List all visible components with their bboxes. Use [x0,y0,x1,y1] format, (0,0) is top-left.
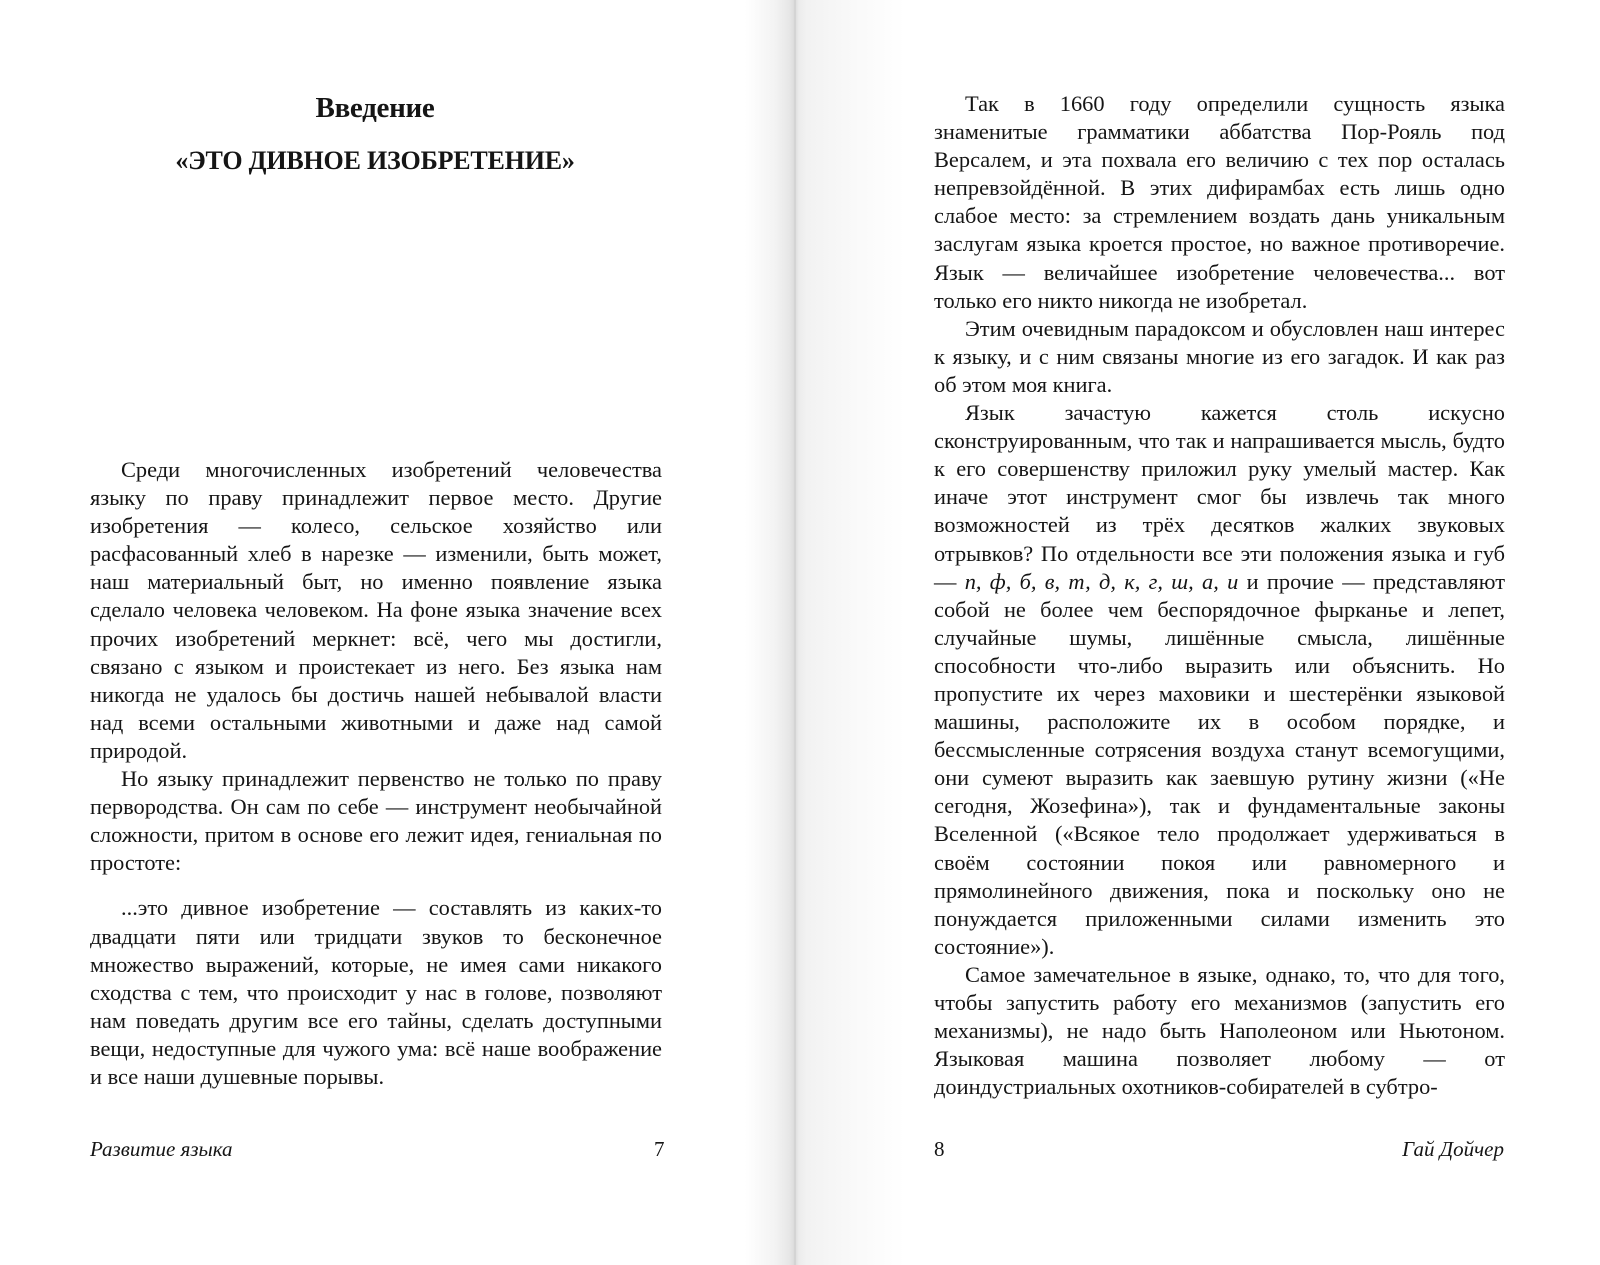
block-quote: ...это дивное изобретение — составлять из каких-то двадцати пяти или тридцати звуков то бесконечное множество выражений, которые, не имея сами никакого сходства с тем, что происходит у нас в голове, позволяют нам поведать другим все его тайны, сделать доступными вещи, недоступные для чужого ума: всё наше воображение и все наши душевные порывы. [90,895,662,1089]
paragraph-text: и прочие — представляют собой не более чем беспорядочное фырканье и лепет, случайные шумы, лишённые смысла, лишённые способности что-либо выразить или объяснить. Но пропустите их через маховики и шестерёнки языковой машины, расположите их в особом порядке, и бессмысленные сотрясения воздуха станут всемогущими, они сумеют выразить как заевшую рутину жизни («Не сегодня, Жозефина»), так и фундаментальные законы Вселенной («Всякое тело продолжает удерживаться в своём состоянии покоя или равномерного и прямолинейного движения, пока и поскольку оно не понуждается приложенными силами изменить это состояние»). [934,568,1505,959]
paragraph: Этим очевидным парадоксом и обусловлен наш интерес к языку, и с ним связаны многие из его загадок. И как раз об этом моя книга. [934,315,1505,397]
running-footer-author: Гай Дойчер [1402,1137,1504,1161]
paragraph: Но языку принадлежит первенство не только по праву первородства. Он сам по себе — инструмент необычайной сложности, притом в основе его лежит идея, гениальная по простоте: [90,766,662,876]
chapter-subheading: «ЭТО ДИВНОЕ ИЗОБРЕТЕНИЕ» [175,146,575,175]
paragraph: Самое замечательное в языке, однако, то, что для того, чтобы запустить работу его механизмов (запустить его механизмы), не надо быть Наполеоном или Ньютоном. Языковая машина позволяет любому — от доиндустриальных охотников-собирателей в субтро- [934,961,1505,1100]
page-number: 7 [654,1137,665,1161]
paragraph: Среди многочисленных изобретений человечества языку по праву принадлежит первое место. Другие изобретения — колесо, сельское хозяйство или расфасованный хлеб в нарезке — изменили, быть может, наш материальный быт, но именно появление языка сделало человека человеком. На фоне языка значение всех прочих изобретений меркнет: всё, чего мы достигли, связано с языком и проистекает из него. Без языка нам никогда не удалось бы достичь нашей небывалой власти над всеми остальными животными и даже над самой природой. [90,457,662,763]
paragraph: Так в 1660 году определили сущность языка знаменитые грамматики аббатства Пор-Рояль под Версалем, и эта похвала его величию с тех пор осталась непревзойдённой. В этих дифирамбах есть лишь одно слабое место: за стремлением воздать дань уникальным заслугам языка кроется простое, но важное противоречие. Язык — величайшее изобретение человечества... вот только его никто никогда не изобретал. [934,91,1505,313]
right-page-body [934,90,1505,1101]
chapter-heading: Введение [315,92,435,124]
left-page [0,0,795,1265]
page-number: 8 [934,1137,945,1161]
paragraph-text: Язык зачастую кажется столь искусно сконструированным, что так и напрашивается мысль, будто к его совершенству приложил руку умелый мастер. Как иначе этот инструмент смог бы извлечь так много возможностей из трёх десятков жалких звуковых отрывков? По отдельности все эти положения языка и губ — [934,400,1505,594]
paragraph [934,399,1505,961]
book-gutter [794,0,796,1265]
left-page-body [90,456,662,1091]
running-footer-title: Развитие языка [90,1137,233,1161]
italic-sound-list: п, ф, б, в, т, д, к, г, ш, а, и [964,568,1239,594]
